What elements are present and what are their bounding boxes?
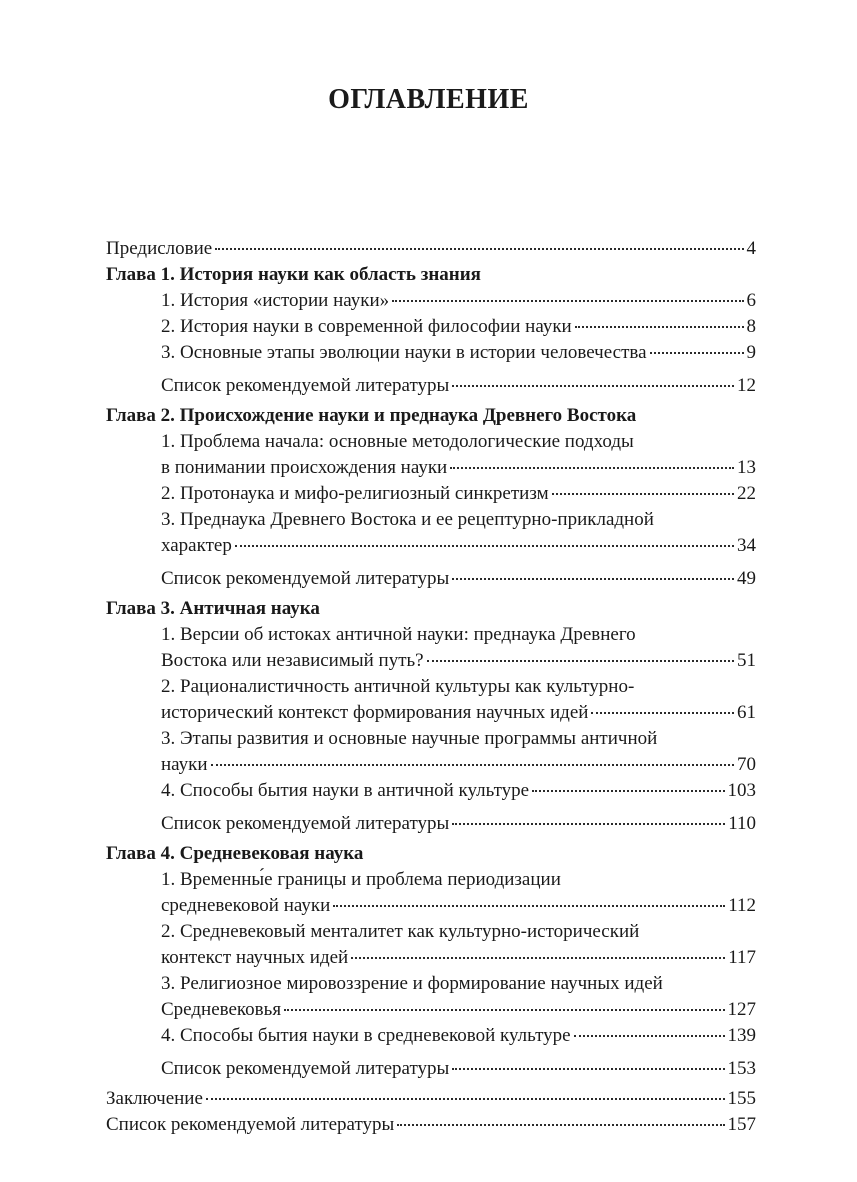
- toc-entry-first-line: 3. Религиозное мировоззрение и формирование научных идей: [161, 973, 663, 994]
- toc-entry: [161, 945, 756, 971]
- toc-entry-text: науки: [161, 754, 208, 775]
- chapter-1-title: Глава 1. История науки как область знания: [106, 264, 481, 285]
- toc-entry-text: Востока или независимый путь?: [161, 650, 424, 671]
- toc-entry: [161, 314, 756, 340]
- toc-entry-text: Список рекомендуемой литературы: [161, 813, 450, 834]
- toc-page-number: 112: [728, 895, 756, 916]
- leader-dots: [211, 763, 734, 766]
- toc-page-number: 22: [737, 483, 756, 504]
- toc-page-number: 157: [727, 1114, 756, 1135]
- toc-page-number: 117: [728, 947, 756, 968]
- leader-dots: [235, 544, 734, 547]
- toc-entry: [161, 648, 756, 674]
- toc-entry-conclusion: [106, 1086, 756, 1112]
- toc-entry: [161, 893, 756, 919]
- toc-entry: [161, 700, 756, 726]
- toc-entry: [161, 533, 756, 559]
- toc-page-number: 70: [737, 754, 756, 775]
- toc-page-number: 110: [728, 813, 756, 834]
- toc-entry: [161, 778, 756, 804]
- leader-dots: [397, 1123, 724, 1126]
- chapter-2-title: Глава 2. Происхождение науки и преднаука Древнего Востока: [106, 405, 637, 426]
- leader-dots: [650, 351, 744, 354]
- toc-page-number: 51: [737, 650, 756, 671]
- toc-entry-text: Список рекомендуемой литературы: [161, 568, 450, 589]
- toc-page-number: 6: [746, 290, 756, 311]
- page-title: ОГЛАВЛЕНИЕ: [328, 84, 529, 115]
- toc-page-number: 8: [746, 316, 756, 337]
- toc-entry-text: характер: [161, 535, 232, 556]
- toc-entry-text: 1. История «истории науки»: [161, 290, 390, 311]
- toc-page-number: 9: [746, 342, 756, 363]
- toc-entry-text: 4. Способы бытия науки в античной культуре: [161, 780, 530, 801]
- chapter-3-sections: [106, 622, 756, 837]
- toc-entry: [161, 288, 756, 314]
- leader-dots: [452, 822, 725, 825]
- toc-entry-first-line: 3. Этапы развития и основные научные программы античной: [161, 728, 658, 749]
- leader-dots: [532, 789, 724, 792]
- chapter-3-title: Глава 3. Античная наука: [106, 598, 320, 619]
- toc-entry-text: Средневековья: [161, 999, 282, 1020]
- toc-entry-first-line: 1. Проблема начала: основные методологические подходы: [161, 431, 634, 452]
- leader-dots: [333, 904, 725, 907]
- chapter-2-sections: [106, 429, 756, 592]
- toc-entry: [161, 1023, 756, 1049]
- toc-page-number: 103: [727, 780, 756, 801]
- toc-page-number: 34: [737, 535, 756, 556]
- leader-dots: [452, 1067, 724, 1070]
- chapter-1-sections: [106, 288, 756, 399]
- leader-dots: [450, 466, 734, 469]
- toc-entry-text: 2. История науки в современной философии науки: [161, 316, 572, 337]
- toc-entry-text: 3. Основные этапы эволюции науки в истории человечества: [161, 342, 647, 363]
- toc-entry-text: средневековой науки: [161, 895, 331, 916]
- toc-entry-literature: [161, 373, 756, 399]
- leader-dots: [215, 247, 743, 250]
- toc-entry-first-line: 2. Рационалистичность античной культуры как культурно-: [161, 676, 635, 697]
- leader-dots: [206, 1097, 725, 1100]
- toc-entry-first-line: 3. Преднаука Древнего Востока и ее рецептурно-прикладной: [161, 509, 654, 530]
- toc-entry-literature: [161, 811, 756, 837]
- toc-entry-text: Заключение: [106, 1088, 203, 1109]
- toc-page-number: 13: [737, 457, 756, 478]
- toc-entry-preface: [106, 236, 756, 262]
- toc-entry-text: 4. Способы бытия науки в средневековой культуре: [161, 1025, 571, 1046]
- toc-entry-bibliography: [106, 1112, 756, 1138]
- chapter-4-title: Глава 4. Средневековая наука: [106, 843, 364, 864]
- leader-dots: [392, 299, 743, 302]
- leader-dots: [452, 384, 734, 387]
- leader-dots: [284, 1008, 724, 1011]
- leader-dots: [575, 325, 744, 328]
- toc-page-number: 12: [737, 375, 756, 396]
- toc-entry-text: Предисловие: [106, 238, 213, 259]
- toc-entry-text: исторический контекст формирования научных идей: [161, 702, 589, 723]
- toc-entry: [161, 997, 756, 1023]
- toc-page-number: 153: [727, 1058, 756, 1079]
- leader-dots: [552, 492, 734, 495]
- toc-entry-text: Список рекомендуемой литературы: [106, 1114, 395, 1135]
- toc-page-number: 127: [727, 999, 756, 1020]
- toc-entry-literature: [161, 1056, 756, 1082]
- toc-page-number: 139: [727, 1025, 756, 1046]
- leader-dots: [427, 659, 734, 662]
- toc-entry: [161, 752, 756, 778]
- toc-page-number: 155: [727, 1088, 756, 1109]
- toc-entry-first-line: 1. Временны́е границы и проблема периодизации: [161, 869, 561, 890]
- leader-dots: [452, 577, 734, 580]
- toc-entry: [161, 481, 756, 507]
- toc-entry-first-line: 2. Средневековый менталитет как культурно-исторический: [161, 921, 640, 942]
- toc-page-number: 49: [737, 568, 756, 589]
- toc-entry: [161, 340, 756, 366]
- chapter-4-sections: [106, 867, 756, 1082]
- toc-entry: [161, 455, 756, 481]
- leader-dots: [574, 1034, 725, 1037]
- toc-entry-text: 2. Протонаука и мифо-религиозный синкретизм: [161, 483, 549, 504]
- toc-entry-first-line: 1. Версии об истоках античной науки: преднаука Древнего: [161, 624, 636, 645]
- leader-dots: [591, 711, 734, 714]
- leader-dots: [351, 956, 725, 959]
- toc-page-number: 61: [737, 702, 756, 723]
- toc-entry-text: контекст научных идей: [161, 947, 349, 968]
- toc-entry-literature: [161, 566, 756, 592]
- toc-entry-text: Список рекомендуемой литературы: [161, 1058, 450, 1079]
- toc-page-number: 4: [746, 238, 756, 259]
- toc-entry-text: Список рекомендуемой литературы: [161, 375, 450, 396]
- table-of-contents: [106, 236, 756, 1138]
- toc-entry-text: в понимании происхождения науки: [161, 457, 448, 478]
